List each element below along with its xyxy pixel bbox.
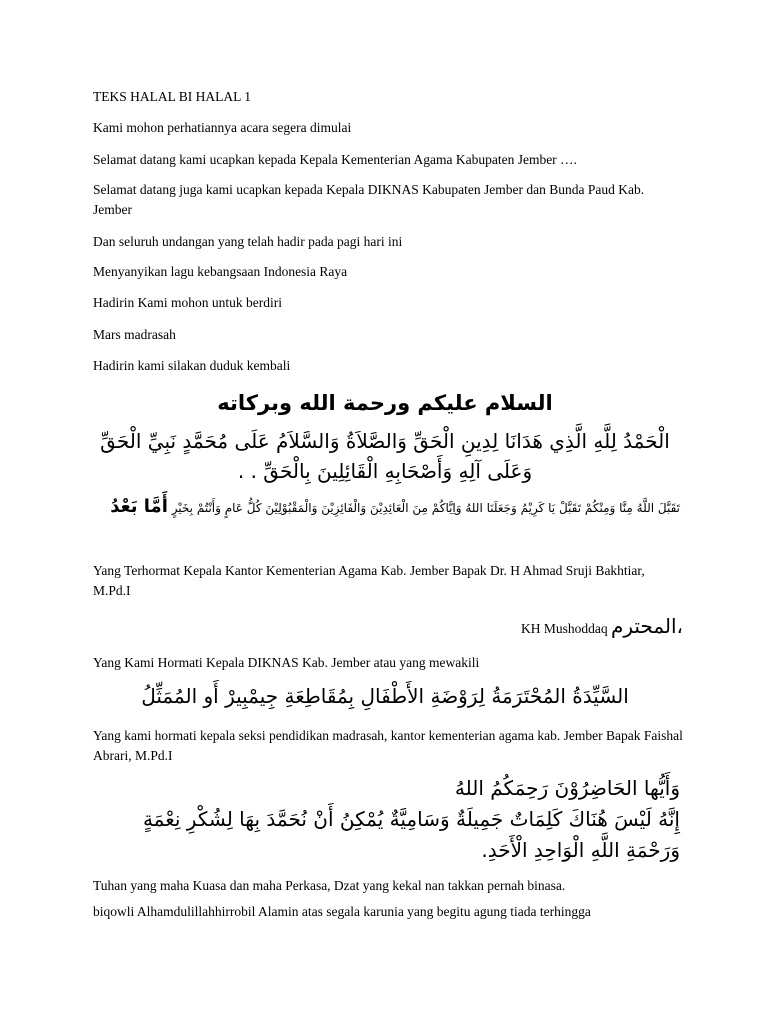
arabic-innahu: إِنَّهُ لَيْسَ هُنَاكَ كَلِمَاتٌ جَمِيلَةٌ وَسَامِيَّةٌ يُمْكِنُ أَنْ نُحَمَّدَ بِهَا لِشُكْرِ نِعْمَةٍ وَرَحْمَةِ اللَّهِ الْوَاحِدِ الْأَحَدِ.: [142, 807, 680, 862]
paragraph-invited-guests: Dan seluruh undangan yang telah hadir pada pagi hari ini: [93, 234, 403, 249]
paragraph-mars-madrasah: Mars madrasah: [93, 327, 176, 342]
paragraph-sit-down: Hadirin kami silakan duduk kembali: [93, 358, 291, 373]
arabic-muhtaram: المحترم،: [610, 614, 683, 638]
arabic-sayyidah: السَّيِّدَةُ المُحْتَرَمَةُ لِرَوْضَةِ الأَطْفَالِ بِمُقَاطِعَةِ جِيمْبِيرْ أَو المُمَثِّلُ: [141, 684, 629, 708]
paragraph-welcome-diknas: Selamat datang juga kami ucapkan kepada Kepala DIKNAS Kabupaten Jember dan Bunda Paud Kab. Jember: [93, 182, 645, 217]
paragraph-tuhan: Tuhan yang maha Kuasa dan maha Perkasa, Dzat yang kekal nan takkan pernah binasa.: [93, 878, 566, 893]
arabic-taqabbal-text: تَقَبَّلَ اللَّهُ مِنَّا وَمِنْكُمْ تَقَبَّلْ يَا كَرِيْمُ وَجَعَلَنَا اللهُ وَاِيَّاكُمْ مِنَ الْعَائِدِيْنَ وَالْفَائِزِيْنَ وَالْمَقْبُوْلِيْنَ كُلُّ عَامٍ وَأَنْتُمْ بِخَيْرٍ: [171, 501, 680, 515]
paragraph-kepala-kemenag: Yang Terhormat Kepala Kantor Kementerian Agama Kab. Jember Bapak Dr. H Ahmad Sruji Bakhtiar, M.Pd.I: [93, 563, 645, 598]
paragraph-biqowli: biqowli Alhamdulillahhirrobil Alamin atas segala karunia yang begitu agung tiada terhingga: [93, 904, 591, 919]
document-title: TEKS HALAL BI HALAL 1: [93, 89, 251, 104]
kh-name: KH Mushoddaq: [520, 621, 608, 636]
paragraph-attention: Kami mohon perhatiannya acara segera dimulai: [93, 120, 352, 135]
paragraph-kepala-diknas: Yang Kami Hormati Kepala DIKNAS Kab. Jember atau yang mewakili: [93, 655, 480, 670]
arabic-hamdalah: الْحَمْدُ لِلَّهِ الَّذِي هَدَانَا لِدِينِ الْحَقِّ وَالصَّلاَةُ وَالسَّلاَمُ عَلَى مُحَمَّدٍ نَبِيِّ الْحَقِّ وَعَلَى آلِهِ وَأَصْحَابِهِ الْقَائِلِينَ بِالْحَقِّ . .: [100, 429, 670, 483]
paragraph-kh-muhtaram: [93, 611, 683, 644]
paragraph-kepala-seksi: Yang kami hormati kepala seksi pendidikan madrasah, kantor kementerian agama kab. Jember Bapak Faishal Abrari, M.Pd.I: [93, 728, 683, 763]
arabic-ayyuha: وَأَيُّها الحَاضِرُوْنَ رَحِمَكُمُ اللهُ: [454, 776, 680, 800]
arabic-salam: السلام عليكم ورحمة الله وبركاته: [217, 391, 553, 415]
arabic-taqabbal: [90, 496, 680, 519]
paragraph-welcome-kemenag: Selamat datang kami ucapkan kepada Kepala Kementerian Agama Kabupaten Jember ….: [93, 152, 577, 167]
paragraph-indonesia-raya: Menyanyikan lagu kebangsaan Indonesia Raya: [93, 264, 348, 279]
arabic-amma-badu: أَمَّا بَعْدُ: [110, 496, 168, 517]
paragraph-stand-up: Hadirin Kami mohon untuk berdiri: [93, 295, 282, 310]
